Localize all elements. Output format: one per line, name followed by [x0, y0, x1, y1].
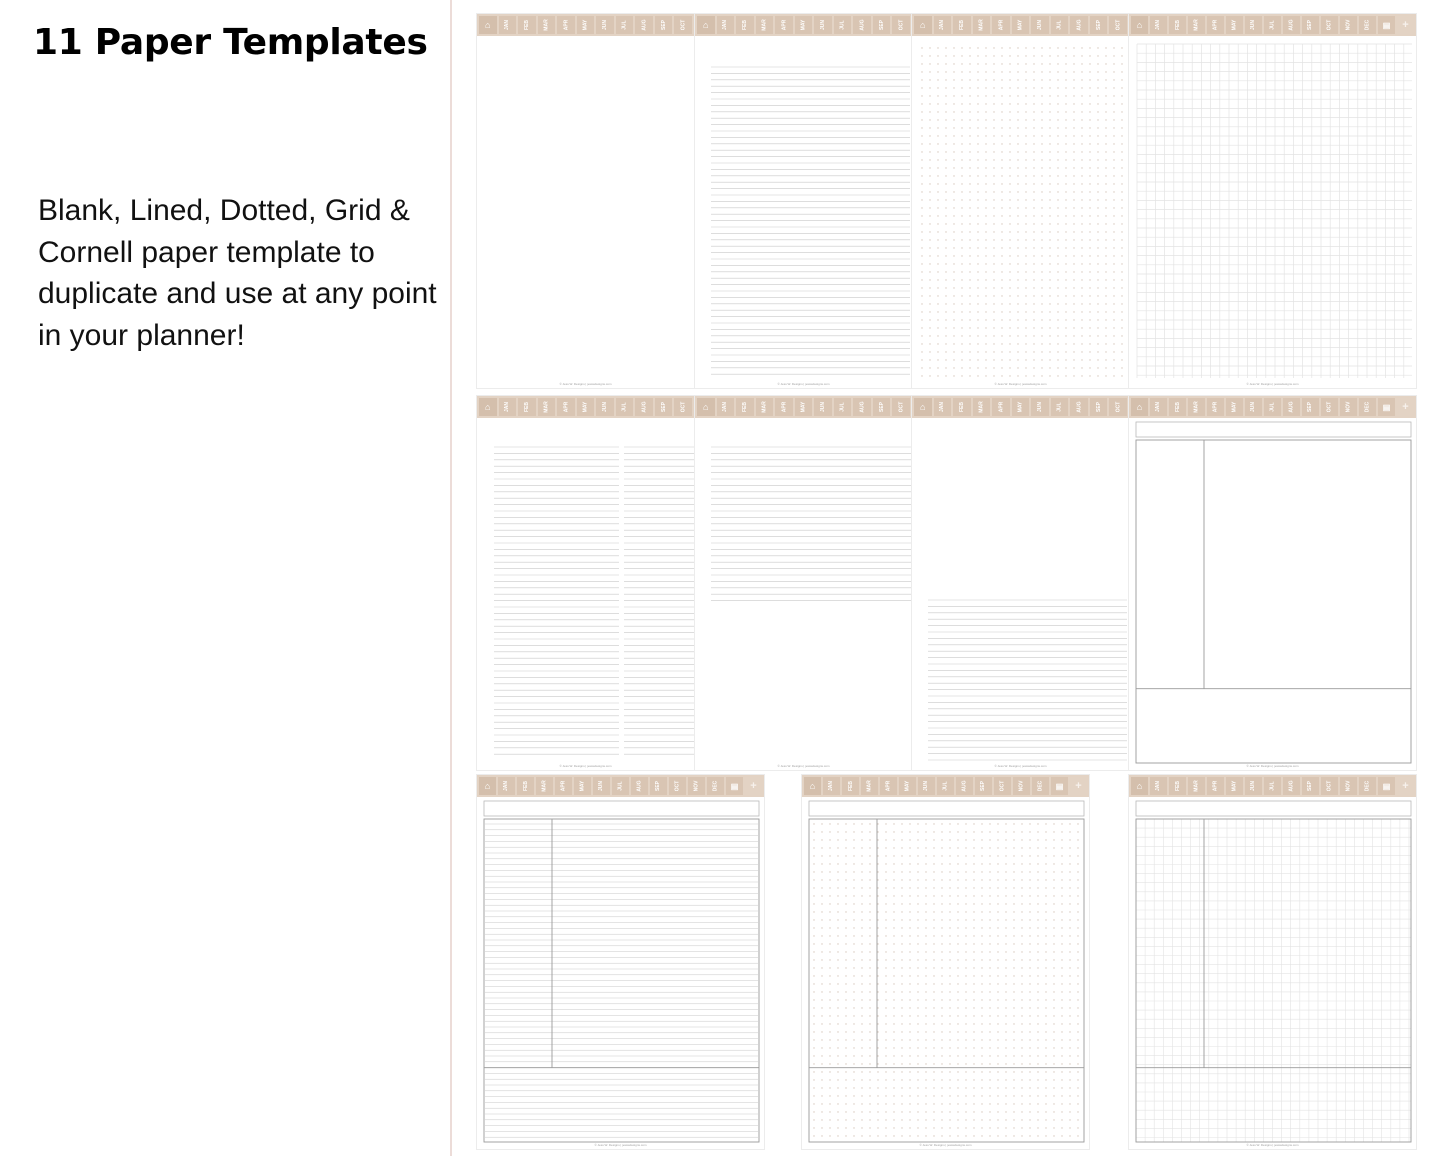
tab-sep[interactable]: SEP: [1090, 16, 1108, 34]
tab-dec[interactable]: DEC: [1359, 777, 1376, 795]
template-page-cornell-dotted[interactable]: [801, 774, 1090, 1150]
tab-mar[interactable]: MAR: [1188, 398, 1205, 416]
paper-pattern: [1129, 14, 1417, 389]
tab-mar[interactable]: MAR: [538, 16, 556, 34]
home-icon[interactable]: ⌂: [804, 777, 821, 795]
tab-feb[interactable]: FEB: [736, 398, 754, 416]
tab-feb[interactable]: FEB: [1169, 398, 1186, 416]
tab-apr[interactable]: APR: [557, 16, 575, 34]
plus-icon[interactable]: +: [1397, 398, 1414, 416]
month-tab-bar: [1129, 396, 1416, 418]
month-tab-bar: [1129, 14, 1416, 36]
tab-aug[interactable]: AUG: [1070, 16, 1088, 34]
tab-sep[interactable]: SEP: [975, 777, 992, 795]
tab-mar[interactable]: MAR: [1188, 16, 1205, 34]
month-tab-bar: [477, 775, 764, 797]
tab-feb[interactable]: FEB: [1169, 777, 1186, 795]
paper-pattern: [477, 396, 695, 771]
tab-aug[interactable]: AUG: [956, 777, 973, 795]
tab-oct[interactable]: OCT: [1321, 16, 1338, 34]
tab-apr[interactable]: APR: [557, 398, 575, 416]
tab-aug[interactable]: AUG: [1283, 777, 1300, 795]
tab-apr[interactable]: APR: [1207, 16, 1224, 34]
tab-jun[interactable]: JUN: [1245, 777, 1262, 795]
tab-sep[interactable]: SEP: [1090, 398, 1108, 416]
tab-feb[interactable]: FEB: [518, 398, 536, 416]
tab-may[interactable]: MAY: [577, 398, 595, 416]
tab-jan[interactable]: JAN: [934, 16, 952, 34]
tab-oct[interactable]: OCT: [1321, 398, 1338, 416]
plus-icon[interactable]: +: [1397, 16, 1414, 34]
tab-feb[interactable]: FEB: [1169, 16, 1186, 34]
tab-mar[interactable]: MAR: [756, 16, 774, 34]
tab-mar[interactable]: MAR: [538, 398, 556, 416]
plus-icon[interactable]: +: [745, 777, 762, 795]
paper-pattern: [912, 396, 1130, 771]
tab-jan[interactable]: JAN: [1150, 777, 1167, 795]
left-panel: [0, 0, 450, 1156]
tab-aug[interactable]: AUG: [635, 398, 653, 416]
tab-oct[interactable]: OCT: [994, 777, 1011, 795]
tab-sep[interactable]: SEP: [1302, 398, 1319, 416]
template-page-grid[interactable]: [1128, 13, 1417, 389]
tab-mar[interactable]: MAR: [756, 398, 774, 416]
page-footer: © Jess W. Designs | jesswdesigns.com: [994, 382, 1047, 386]
template-page-lined-two-col[interactable]: [476, 395, 695, 771]
tab-mar[interactable]: MAR: [973, 398, 991, 416]
page-footer: © Jess W. Designs | jesswdesigns.com: [1246, 382, 1299, 386]
page-footer: © Jess W. Designs | jesswdesigns.com: [559, 382, 612, 386]
tab-aug[interactable]: AUG: [1283, 16, 1300, 34]
tab-jun[interactable]: JUN: [1245, 16, 1262, 34]
tab-apr[interactable]: APR: [880, 777, 897, 795]
tab-jul[interactable]: JUL: [1051, 398, 1069, 416]
tab-may[interactable]: MAY: [574, 777, 591, 795]
home-icon[interactable]: ⌂: [697, 398, 715, 416]
description-text: Blank, Lined, Dotted, Grid & Cornell paper template to duplicate and use at any point in your planner!: [38, 194, 437, 352]
tab-oct[interactable]: OCT: [1109, 16, 1127, 34]
tab-jun[interactable]: JUN: [1245, 398, 1262, 416]
notes-icon[interactable]: ▤: [1051, 777, 1068, 795]
tab-may[interactable]: MAY: [1012, 16, 1030, 34]
tab-jul[interactable]: JUL: [1051, 16, 1069, 34]
template-page-cornell-lined[interactable]: [476, 774, 765, 1150]
tab-jul[interactable]: JUL: [612, 777, 629, 795]
notes-icon[interactable]: ▤: [1378, 16, 1395, 34]
month-tab-bar: [912, 14, 1129, 36]
tab-feb[interactable]: FEB: [953, 398, 971, 416]
tab-nov[interactable]: NOV: [1340, 16, 1357, 34]
month-tab-bar: [802, 775, 1089, 797]
tab-feb[interactable]: FEB: [517, 777, 534, 795]
tab-may[interactable]: MAY: [899, 777, 916, 795]
tab-jul[interactable]: JUL: [616, 16, 634, 34]
paper-pattern: [1129, 775, 1417, 1150]
tab-apr[interactable]: APR: [775, 16, 793, 34]
tab-feb[interactable]: FEB: [736, 16, 754, 34]
notes-icon[interactable]: ▤: [726, 777, 743, 795]
tab-oct[interactable]: OCT: [674, 16, 692, 34]
page-footer: © Jess W. Designs | jesswdesigns.com: [994, 764, 1047, 768]
tab-jul[interactable]: JUL: [1264, 16, 1281, 34]
tab-may[interactable]: MAY: [795, 398, 813, 416]
tab-nov[interactable]: NOV: [1013, 777, 1030, 795]
month-tab-bar: [477, 396, 694, 418]
home-icon[interactable]: ⌂: [479, 398, 497, 416]
home-icon[interactable]: ⌂: [914, 398, 932, 416]
tab-apr[interactable]: APR: [1207, 398, 1224, 416]
month-tab-bar: [1129, 775, 1416, 797]
tab-jul[interactable]: JUL: [1264, 398, 1281, 416]
tab-jan[interactable]: JAN: [499, 16, 517, 34]
home-icon[interactable]: ⌂: [479, 777, 496, 795]
tab-aug[interactable]: AUG: [635, 16, 653, 34]
tab-jan[interactable]: JAN: [717, 398, 735, 416]
paper-pattern: [477, 775, 765, 1150]
tab-sep[interactable]: SEP: [655, 398, 673, 416]
month-tab-bar: [695, 14, 912, 36]
page-title: 11 Paper Templates: [33, 22, 428, 63]
tab-oct[interactable]: OCT: [1321, 777, 1338, 795]
tab-mar[interactable]: MAR: [536, 777, 553, 795]
paper-pattern: [695, 396, 913, 771]
tab-mar[interactable]: MAR: [861, 777, 878, 795]
tab-jun[interactable]: JUN: [1031, 398, 1049, 416]
tab-jun[interactable]: JUN: [593, 777, 610, 795]
tab-dec[interactable]: DEC: [1359, 398, 1376, 416]
tab-may[interactable]: MAY: [1226, 398, 1243, 416]
tab-sep[interactable]: SEP: [873, 398, 891, 416]
tab-jun[interactable]: JUN: [814, 398, 832, 416]
month-tab-bar: [912, 396, 1129, 418]
tab-jan[interactable]: JAN: [1150, 16, 1167, 34]
tab-apr[interactable]: APR: [992, 398, 1010, 416]
tab-jun[interactable]: JUN: [918, 777, 935, 795]
tab-jan[interactable]: JAN: [823, 777, 840, 795]
tab-apr[interactable]: APR: [775, 398, 793, 416]
tab-dec[interactable]: DEC: [1359, 16, 1376, 34]
tab-jan[interactable]: JAN: [934, 398, 952, 416]
tab-oct[interactable]: OCT: [669, 777, 686, 795]
paper-pattern: [695, 14, 913, 389]
tab-jan[interactable]: JAN: [1150, 398, 1167, 416]
tab-nov[interactable]: NOV: [1340, 777, 1357, 795]
page-footer: © Jess W. Designs | jesswdesigns.com: [777, 382, 830, 386]
tab-jun[interactable]: JUN: [596, 16, 614, 34]
paper-pattern: [477, 14, 695, 389]
home-icon[interactable]: ⌂: [1131, 777, 1148, 795]
template-page-lined-bottom[interactable]: [911, 395, 1130, 771]
tab-jul[interactable]: JUL: [834, 16, 852, 34]
tab-mar[interactable]: MAR: [973, 16, 991, 34]
page-footer: © Jess W. Designs | jesswdesigns.com: [594, 1143, 647, 1147]
page-footer: © Jess W. Designs | jesswdesigns.com: [559, 764, 612, 768]
tab-jan[interactable]: JAN: [499, 398, 517, 416]
tab-apr[interactable]: APR: [1207, 777, 1224, 795]
tab-sep[interactable]: SEP: [1302, 777, 1319, 795]
page-footer: © Jess W. Designs | jesswdesigns.com: [1246, 1143, 1299, 1147]
tab-aug[interactable]: AUG: [853, 398, 871, 416]
tab-dec[interactable]: DEC: [1032, 777, 1049, 795]
home-icon[interactable]: ⌂: [1131, 16, 1148, 34]
template-page-cornell-grid[interactable]: [1128, 774, 1417, 1150]
tab-apr[interactable]: APR: [992, 16, 1010, 34]
plus-icon[interactable]: +: [1397, 777, 1414, 795]
tab-may[interactable]: MAY: [795, 16, 813, 34]
tab-aug[interactable]: AUG: [853, 16, 871, 34]
tab-jul[interactable]: JUL: [616, 398, 634, 416]
tab-sep[interactable]: SEP: [650, 777, 667, 795]
tab-may[interactable]: MAY: [577, 16, 595, 34]
template-page-lined-top[interactable]: [694, 395, 913, 771]
tab-dec[interactable]: DEC: [707, 777, 724, 795]
tab-oct[interactable]: OCT: [1109, 398, 1127, 416]
notes-icon[interactable]: ▤: [1378, 398, 1395, 416]
template-page-dotted[interactable]: [911, 13, 1130, 389]
notes-icon[interactable]: ▤: [1378, 777, 1395, 795]
tab-feb[interactable]: FEB: [518, 16, 536, 34]
tab-aug[interactable]: AUG: [1070, 398, 1088, 416]
tab-feb[interactable]: FEB: [953, 16, 971, 34]
month-tab-bar: [477, 14, 694, 36]
home-icon[interactable]: ⌂: [1131, 398, 1148, 416]
panel-divider: [450, 0, 452, 1156]
template-page-cornell-blank[interactable]: [1128, 395, 1417, 771]
tab-oct[interactable]: OCT: [892, 16, 910, 34]
home-icon[interactable]: ⌂: [697, 16, 715, 34]
tab-sep[interactable]: SEP: [1302, 16, 1319, 34]
tab-jul[interactable]: JUL: [937, 777, 954, 795]
home-icon[interactable]: ⌂: [914, 16, 932, 34]
tab-apr[interactable]: APR: [555, 777, 572, 795]
tab-jul[interactable]: JUL: [834, 398, 852, 416]
month-tab-bar: [695, 396, 912, 418]
template-page-lined[interactable]: [694, 13, 913, 389]
home-icon[interactable]: ⌂: [479, 16, 497, 34]
tab-oct[interactable]: OCT: [892, 398, 910, 416]
tab-feb[interactable]: FEB: [842, 777, 859, 795]
tab-may[interactable]: MAY: [1226, 16, 1243, 34]
tab-may[interactable]: MAY: [1012, 398, 1030, 416]
template-page-blank[interactable]: [476, 13, 695, 389]
tab-jun[interactable]: JUN: [1031, 16, 1049, 34]
paper-pattern: [912, 14, 1130, 389]
page-footer: © Jess W. Designs | jesswdesigns.com: [919, 1143, 972, 1147]
tab-nov[interactable]: NOV: [1340, 398, 1357, 416]
tab-jun[interactable]: JUN: [596, 398, 614, 416]
tab-mar[interactable]: MAR: [1188, 777, 1205, 795]
tab-oct[interactable]: OCT: [674, 398, 692, 416]
tab-jul[interactable]: JUL: [1264, 777, 1281, 795]
paper-pattern: [802, 775, 1090, 1150]
tab-jan[interactable]: JAN: [498, 777, 515, 795]
tab-aug[interactable]: AUG: [1283, 398, 1300, 416]
tab-jun[interactable]: JUN: [814, 16, 832, 34]
plus-icon[interactable]: +: [1070, 777, 1087, 795]
tab-sep[interactable]: SEP: [873, 16, 891, 34]
tab-jan[interactable]: JAN: [717, 16, 735, 34]
tab-sep[interactable]: SEP: [655, 16, 673, 34]
tab-aug[interactable]: AUG: [631, 777, 648, 795]
paper-pattern: [1129, 396, 1417, 771]
tab-nov[interactable]: NOV: [688, 777, 705, 795]
tab-may[interactable]: MAY: [1226, 777, 1243, 795]
page-footer: © Jess W. Designs | jesswdesigns.com: [1246, 764, 1299, 768]
page-footer: © Jess W. Designs | jesswdesigns.com: [777, 764, 830, 768]
